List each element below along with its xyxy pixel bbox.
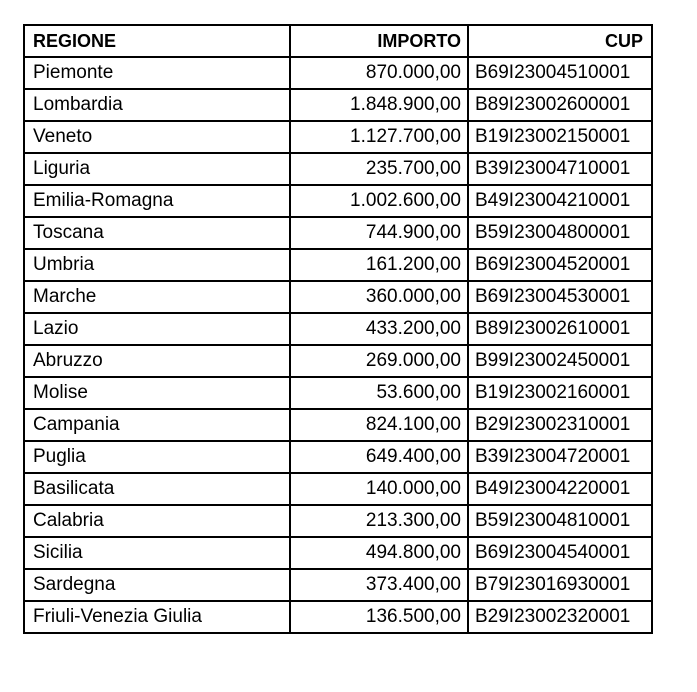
table-row (24, 377, 652, 409)
table-row (24, 89, 652, 121)
region-cell: Abruzzo (24, 345, 290, 377)
table-row (24, 569, 652, 601)
region-cell: Umbria (24, 249, 290, 281)
importo-cell: 53.600,00 (290, 377, 468, 409)
table-row (24, 185, 652, 217)
cup-cell: B19I23002150001 (468, 121, 652, 153)
header-row (24, 25, 652, 57)
region-cell: Molise (24, 377, 290, 409)
importo-cell: 213.300,00 (290, 505, 468, 537)
cup-cell: B69I23004520001 (468, 249, 652, 281)
table-row (24, 121, 652, 153)
region-cell: Puglia (24, 441, 290, 473)
cup-cell: B89I23002600001 (468, 89, 652, 121)
cup-cell: B49I23004220001 (468, 473, 652, 505)
table-row (24, 473, 652, 505)
importo-cell: 269.000,00 (290, 345, 468, 377)
column-header-cup: CUP (468, 25, 652, 57)
table-row (24, 441, 652, 473)
table-row (24, 281, 652, 313)
region-cell: Emilia-Romagna (24, 185, 290, 217)
region-cell: Veneto (24, 121, 290, 153)
cup-cell: B59I23004810001 (468, 505, 652, 537)
importo-cell: 824.100,00 (290, 409, 468, 441)
importo-cell: 161.200,00 (290, 249, 468, 281)
table-row (24, 153, 652, 185)
table-row (24, 345, 652, 377)
regions-table (23, 24, 653, 634)
regions-table-container (23, 24, 653, 634)
importo-cell: 870.000,00 (290, 57, 468, 89)
table-row (24, 505, 652, 537)
region-cell: Lombardia (24, 89, 290, 121)
importo-cell: 136.500,00 (290, 601, 468, 633)
region-cell: Basilicata (24, 473, 290, 505)
region-cell: Campania (24, 409, 290, 441)
table-row (24, 249, 652, 281)
cup-cell: B39I23004720001 (468, 441, 652, 473)
importo-cell: 744.900,00 (290, 217, 468, 249)
table-row (24, 601, 652, 633)
region-cell: Sicilia (24, 537, 290, 569)
region-cell: Toscana (24, 217, 290, 249)
importo-cell: 373.400,00 (290, 569, 468, 601)
region-cell: Marche (24, 281, 290, 313)
cup-cell: B29I23002320001 (468, 601, 652, 633)
importo-cell: 649.400,00 (290, 441, 468, 473)
importo-cell: 140.000,00 (290, 473, 468, 505)
importo-cell: 1.848.900,00 (290, 89, 468, 121)
cup-cell: B29I23002310001 (468, 409, 652, 441)
column-header-importo: IMPORTO (290, 25, 468, 57)
importo-cell: 494.800,00 (290, 537, 468, 569)
cup-cell: B39I23004710001 (468, 153, 652, 185)
table-row (24, 57, 652, 89)
cup-cell: B79I23016930001 (468, 569, 652, 601)
table-row (24, 217, 652, 249)
table-header (24, 25, 652, 57)
importo-cell: 1.127.700,00 (290, 121, 468, 153)
cup-cell: B99I23002450001 (468, 345, 652, 377)
importo-cell: 360.000,00 (290, 281, 468, 313)
importo-cell: 1.002.600,00 (290, 185, 468, 217)
region-cell: Liguria (24, 153, 290, 185)
region-cell: Friuli-Venezia Giulia (24, 601, 290, 633)
cup-cell: B69I23004540001 (468, 537, 652, 569)
cup-cell: B69I23004510001 (468, 57, 652, 89)
cup-cell: B69I23004530001 (468, 281, 652, 313)
cup-cell: B19I23002160001 (468, 377, 652, 409)
region-cell: Lazio (24, 313, 290, 345)
table-row (24, 409, 652, 441)
importo-cell: 433.200,00 (290, 313, 468, 345)
region-cell: Calabria (24, 505, 290, 537)
cup-cell: B49I23004210001 (468, 185, 652, 217)
cup-cell: B59I23004800001 (468, 217, 652, 249)
importo-cell: 235.700,00 (290, 153, 468, 185)
table-row (24, 537, 652, 569)
column-header-regione: REGIONE (24, 25, 290, 57)
table-body (24, 57, 652, 633)
table-row (24, 313, 652, 345)
region-cell: Sardegna (24, 569, 290, 601)
region-cell: Piemonte (24, 57, 290, 89)
cup-cell: B89I23002610001 (468, 313, 652, 345)
